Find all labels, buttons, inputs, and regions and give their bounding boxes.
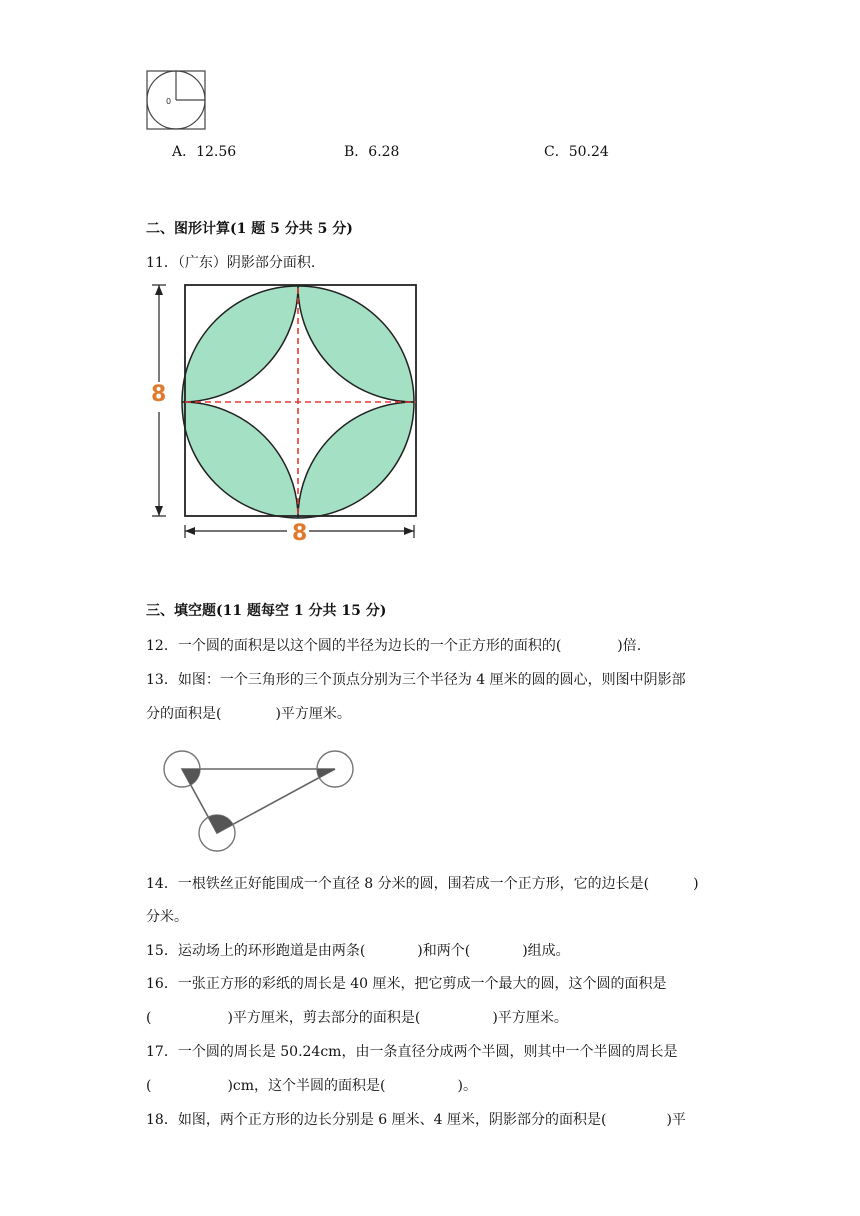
q16-text-c: )平方厘米。: [492, 1010, 568, 1026]
q16-line1: 16．一张正方形的彩纸的周长是 40 厘米，把它剪成一个最大的圆，这个圆的面积是: [146, 976, 667, 992]
q14-line1: [146, 874, 699, 894]
q13-figure: [150, 740, 360, 860]
q15-text-c: )组成。: [522, 943, 570, 959]
q10-figure: [146, 70, 206, 130]
q13-text-b: )平方厘米。: [275, 706, 351, 722]
q10-option-a: A．12.56: [172, 144, 237, 160]
q18-line1: [146, 1110, 686, 1130]
q15-text: [146, 941, 570, 961]
q14-line2: 分米。: [146, 909, 188, 925]
q15-text-b: )和两个(: [417, 943, 471, 959]
q17-text-a: (: [146, 1078, 152, 1094]
q13-line1: 13．如图：一个三角形的三个顶点分别为三个半径为 4 厘米的圆的圆心，则图中阴影部: [146, 672, 686, 688]
q11-side-label-left: 8: [151, 382, 167, 407]
q16-line2: [146, 1008, 568, 1028]
q17-text-b: )cm，这个半圆的面积是(: [227, 1078, 386, 1094]
q12-text-a: 12．一个圆的面积是以这个圆的半径为边长的一个正方形的面积的(: [146, 638, 562, 654]
q10-option-b: B．6.28: [344, 144, 400, 160]
q11-side-label-bottom: 8: [292, 521, 308, 546]
q11-text: 11．（广东）阴影部分面积.: [146, 255, 316, 271]
q15-text-a: 15．运动场上的环形跑道是由两条(: [146, 943, 366, 959]
q17-line1: 17．一个圆的周长是 50.24cm，由一条直径分成两个半圆，则其中一个半圆的周长是: [146, 1044, 678, 1060]
section2-heading: 二、图形计算(1 题 5 分共 5 分): [146, 221, 353, 237]
q13-text-a: 分的面积是(: [146, 706, 222, 722]
q10-center-label: 0: [166, 97, 172, 106]
q18-text-b: )平: [666, 1112, 686, 1128]
q12-text-b: )倍.: [617, 638, 642, 654]
section3-heading: 三、填空题(11 题每空 1 分共 15 分): [146, 603, 387, 619]
q16-text-a: (: [146, 1010, 152, 1026]
q12-text: [146, 636, 641, 656]
q17-text-c: )。: [457, 1078, 477, 1094]
q14-text-b: ): [693, 876, 699, 892]
q14-text-a: 14．一根铁丝正好能围成一个直径 8 分米的圆，围若成一个正方形，它的边长是(: [146, 876, 650, 892]
q11-figure: [150, 280, 420, 550]
q13-line2: [146, 704, 351, 724]
q18-text-a: 18．如图，两个正方形的边长分别是 6 厘米、4 厘米，阴影部分的面积是(: [146, 1112, 607, 1128]
q10-option-c: C．50.24: [544, 144, 609, 160]
q17-line2: [146, 1076, 477, 1096]
q16-text-b: )平方厘米，剪去部分的面积是(: [227, 1010, 421, 1026]
